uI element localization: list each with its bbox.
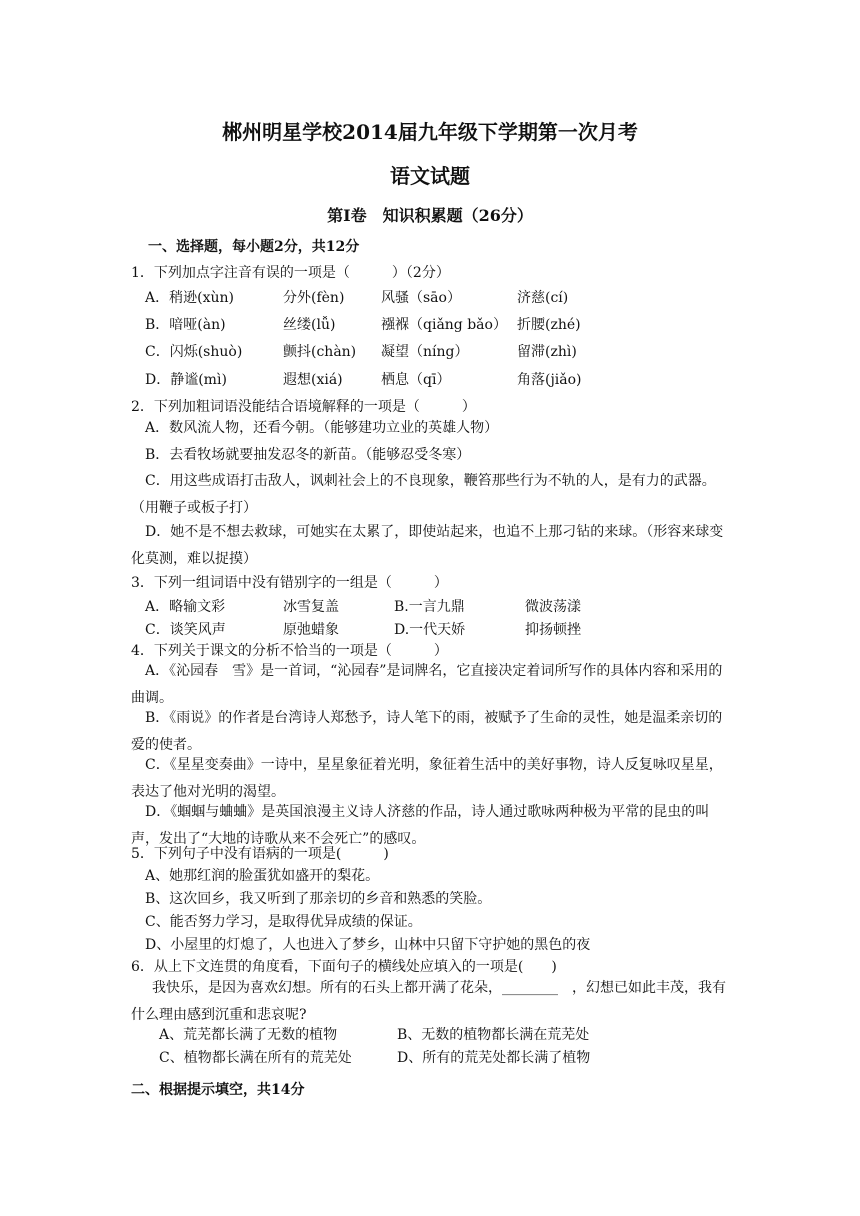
q1-b-2: 丝缕(lǚ) [283,317,336,333]
q1-a-1: A．稍逊(xùn) [145,290,234,306]
q6-option-a: A、荒芜都长满了无数的植物 [159,1027,338,1043]
q6-option-d: D、所有的荒芜处都长满了植物 [397,1050,591,1066]
q3-c-2: 原弛蜡象 [283,622,339,638]
q5-option-a: A、她那红润的脸蛋犹如盛开的梨花。 [145,868,380,884]
q5-option-d: D、小屋里的灯熄了，人也进入了梦乡，山林中只留下守护她的黑色的夜 [145,937,591,953]
q2-stem: 2．下列加粗词语没能结合语境解释的一项是（ ） [131,399,476,415]
q2-option-b: B．去看牧场就要抽发忍冬的新苗。（能够忍受冬寒） [145,447,471,463]
q5-stem: 5．下列句子中没有语病的一项是( ) [131,846,389,862]
q3-c-1: C．谈笑风声 [145,622,226,638]
q1-a-2: 分外(fèn) [283,290,345,306]
q1-a-3: 风骚（sāo） [381,290,461,306]
q1-c-2: 颤抖(chàn) [283,344,357,360]
q1-b-3: 襁褓（qiǎng bǎo） [381,317,507,333]
q5-option-b: B、这次回乡，我又听到了那亲切的乡音和熟悉的笑脸。 [145,891,492,907]
q1-d-3: 栖息（qī） [381,372,451,388]
section2-heading: 二、根据提示填空，共14分 [131,1082,305,1098]
q1-stem: 1．下列加点字注音有误的一项是（ ）（2分） [131,265,450,281]
q3-d-2: 抑扬顿挫 [525,622,581,638]
q3-a-2: 冰雪复盖 [283,599,339,615]
q6-stem: 6．从上下文连贯的角度看，下面句子的横线处应填入的一项是( ) [131,959,557,975]
q5-option-c: C、能否努力学习，是取得优异成绩的保证。 [145,914,422,930]
q2-option-a: A．数风流人物，还看今朝。（能够建功立业的英雄人物） [145,420,499,436]
q1-b-4: 折腰(zhé) [517,317,581,333]
q1-a-4: 济慈(cí) [517,290,569,306]
q6-option-b: B、无数的植物都长满在荒芜处 [397,1027,590,1043]
q1-d-2: 遐想(xiá) [283,372,343,388]
q2-option-c: C．用这些成语打击敌人，讽刺社会上的不良现象，鞭笞那些行为不轨的人，是有力的武器。（用鞭子或板子打） [131,473,716,516]
exam-title: 郴州明星学校2014届九年级下学期第一次月考 [222,120,638,144]
q4-stem: 4．下列关于课文的分析不恰当的一项是（ ） [131,643,448,659]
q3-a-1: A．略输文彩 [145,599,226,615]
q1-c-4: 留滞(zhì) [517,344,577,360]
q3-b-1: B.一言九鼎 [394,599,465,615]
q6-option-c: C、植物都长满在所有的荒芜处 [159,1050,352,1066]
q1-d-1: D．静谧(mì) [145,372,227,388]
q6-passage: 我快乐，是因为喜欢幻想。所有的石头上都开满了花朵，________ ，幻想已如此丰茂，我有什么理由感到沉重和悲哀呢? [131,980,726,1023]
q1-c-3: 凝望（níng） [381,344,469,360]
q3-b-2: 微波荡漾 [525,599,581,615]
q1-b-1: B．喑哑(àn) [145,317,226,333]
q4-option-b: B．《雨说》的作者是台湾诗人郑愁予，诗人笔下的雨，被赋予了生命的灵性，她是温柔亲切的爱的使者。 [131,710,723,753]
section1-heading: 一、选择题，每小题2分，共12分 [148,239,360,255]
part-heading: 第Ⅰ卷 知识积累题（26分） [327,206,533,225]
q1-c-1: C．闪烁(shuò) [145,344,243,360]
q3-d-1: D.一代天娇 [394,622,466,638]
q3-stem: 3．下列一组词语中没有错别字的一组是（ ） [131,575,448,591]
q1-d-4: 角落(jiǎo) [517,372,582,388]
q4-option-a: A．《沁园春 雪》是一首词，“沁园春”是词牌名，它直接决定着词所写作的具体内容和采用的曲调。 [131,663,723,706]
q4-option-d: D．《蝈蝈与蛐蛐》是英国浪漫主义诗人济慈的作品，诗人通过歌咏两种极为平常的昆虫的叫声，发出了“大地的诗歌从来不会死亡”的感叹。 [131,804,710,847]
exam-subtitle: 语文试题 [390,164,470,188]
q2-option-d: D．她不是不想去救球，可她实在太累了，即使站起来，也追不上那刁钻的来球。（形容来球变化莫测，难以捉摸） [131,524,724,567]
q4-option-c: C．《星星变奏曲》一诗中，星星象征着光明，象征着生活中的美好事物，诗人反复咏叹星星，表达了他对光明的渴望。 [131,757,723,800]
